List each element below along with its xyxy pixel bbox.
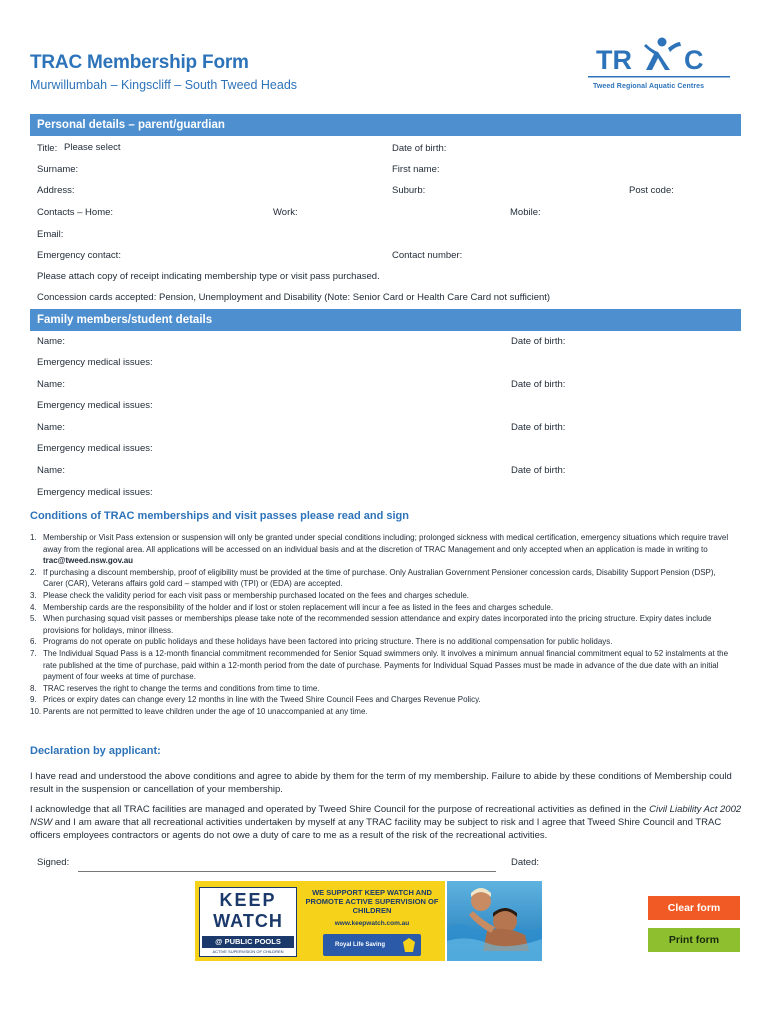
keep-watch-pools: @ PUBLIC POOLS (202, 936, 294, 948)
condition-number: 6. (30, 637, 37, 647)
trac-email-link[interactable]: trac@tweed.nsw.gov.au (43, 556, 134, 566)
firstname-label: First name: (392, 164, 440, 175)
contact-number-label: Contact number: (392, 250, 463, 261)
condition-text: When purchasing squad visit passes or memberships please take note of the recommended session attendance and expiry dates incorporated into the pricing structure. Expiry dates include provisions for holidays, minor illness. (43, 614, 712, 635)
condition-number: 3. (30, 590, 37, 600)
condition-number: 5. (30, 614, 37, 624)
keep-watch-message: WE SUPPORT KEEP WATCH AND PROMOTE ACTIVE SUPERVISION OF CHILDREN (305, 888, 439, 915)
condition-item (30, 683, 730, 695)
condition-text: If purchasing a discount membership, proof of eligibility must be provided at the time of purchase. Only Australian Government Pensioner concession cards, Disability Support Pension (DSP), Carer (CAR), Veterans affairs gold card – stamped with (TPI) or (EDA) are accepted. (43, 567, 716, 589)
condition-item (30, 532, 730, 567)
condition-text: Please check the validity period for each visit pass or membership purchased located on the fees and charges schedule. (43, 590, 470, 600)
dated-label: Dated: (511, 857, 539, 868)
condition-text: TRAC reserves the right to change the terms and conditions from time to time. (43, 683, 320, 693)
condition-item (30, 694, 730, 706)
royal-life-saving-icon (403, 938, 415, 952)
member2-dob-label: Date of birth: (511, 379, 566, 390)
surname-label: Surname: (37, 164, 79, 175)
form-title: TRAC Membership Form (30, 52, 249, 73)
suburb-label: Suburb: (392, 185, 426, 196)
keep-watch-logo (199, 887, 297, 957)
condition-text: The Individual Squad Pass is a 12-month financial commitment recommended for Senior Squad swimmers only. It involves a minimum annual financial commitment equal to 52 instalments at the rate published at the time of purchase, paid within a 12-month period from the date of purchase. Payments for Individual Squad Passes must be made in advance of the due date with an initial payment of four weeks at time of purchase. (43, 648, 729, 682)
condition-item (30, 567, 730, 590)
member2-medical-label: Emergency medical issues: (37, 400, 153, 411)
royal-life-saving-text: Royal Life Saving (335, 942, 386, 948)
condition-text: Prices or expiry dates can change every 12 months in line with the Tweed Shire Council Fees and Charges Revenue Policy. (43, 695, 481, 705)
condition-number: 7. (30, 648, 37, 658)
work-label: Work: (273, 207, 298, 218)
condition-text: Membership or Visit Pass extension or suspension will only be granted under special conditions including; prolonged sickness with medical certification, emergency situations which require travel away from the regional area. All applications will be accessed on an individual basis and at the discretion of TRAC Management and only accepted when an application is made in writing to (43, 533, 729, 554)
condition-number: 10. (30, 706, 42, 716)
logo-rule (588, 76, 730, 78)
keep-watch-keep: KEEP (219, 890, 277, 910)
dob-label: Date of birth: (392, 143, 447, 154)
condition-text: Parents are not permitted to leave children under the age of 10 unaccompanied at any time. (43, 706, 368, 716)
civil-liability-act: Civil Liability Act 2002 NSW (30, 804, 742, 828)
logo-letter-c: C (684, 45, 704, 75)
emergency-contact-label: Emergency contact: (37, 250, 121, 261)
condition-item (30, 602, 730, 614)
postcode-label: Post code: (629, 185, 674, 196)
member4-medical-label: Emergency medical issues: (37, 487, 153, 498)
member3-name-label: Name: (37, 422, 65, 433)
condition-number: 9. (30, 695, 37, 705)
personal-details-header: Personal details – parent/guardian (30, 114, 741, 136)
swimmer-icon (644, 38, 681, 71)
member1-dob-label: Date of birth: (511, 336, 566, 347)
declaration-text-a: I acknowledge that all TRAC facilities are managed and operated by Tweed Shire Council for the purpose of recreational activities as defined in the (30, 804, 650, 815)
signature-line[interactable] (78, 871, 496, 872)
member1-name-label: Name: (37, 336, 65, 347)
clear-form-button[interactable]: Clear form (648, 896, 740, 920)
condition-text: Programs do not operate on public holidays and these holidays have been factored into pricing structure. There is no additional compensation for public holidays. (43, 637, 613, 647)
receipt-note: Please attach copy of receipt indicating membership type or visit pass purchased. (37, 271, 380, 282)
title-label: Title: (37, 143, 58, 154)
contacts-home-label: Contacts – Home: (37, 207, 114, 218)
declaration-text-b: and I am aware that all recreational activities undertaken by myself at any TRAC facility may be subject to risk and I agree that Tweed Shire Council and TRAC officers employees contractors or agents do not owe a duty of care to me as a result of the risk of the recreational activities. (30, 817, 722, 841)
declaration-paragraph-1: I have read and understood the above conditions and agree to abide by them for the term of my membership. Failure to abide by these conditions of Membership could result in the suspension or cancellation of your membership. (30, 771, 732, 795)
address-label: Address: (37, 185, 75, 196)
condition-number: 4. (30, 602, 37, 612)
member4-dob-label: Date of birth: (511, 465, 566, 476)
form-subtitle: Murwillumbah – Kingscliff – South Tweed Heads (30, 78, 298, 92)
condition-number: 8. (30, 683, 37, 693)
declaration-title: Declaration by applicant: (30, 745, 161, 757)
member3-dob-label: Date of birth: (511, 422, 566, 433)
member3-medical-label: Emergency medical issues: (37, 443, 153, 454)
condition-number: 2. (30, 567, 37, 577)
condition-item (30, 648, 730, 683)
condition-item (30, 706, 730, 718)
title-select[interactable]: Please select (64, 142, 121, 153)
member1-medical-label: Emergency medical issues: (37, 357, 153, 368)
conditions-list (30, 532, 730, 718)
royal-life-saving-badge (323, 934, 421, 956)
email-label: Email: (37, 229, 64, 240)
keep-watch-watch: WATCH (213, 911, 283, 931)
condition-text: Membership cards are the responsibility of the holder and if lost or stolen replacement will incur a fee as listed in the fees and charges schedule. (43, 602, 554, 612)
logo-letters-tr: TR (596, 45, 632, 75)
family-details-header: Family members/student details (30, 309, 741, 331)
mobile-label: Mobile: (510, 207, 541, 218)
keep-watch-url: www.keepwatch.com.au (334, 920, 410, 927)
print-form-button[interactable]: Print form (648, 928, 740, 952)
signed-label: Signed: (37, 857, 70, 868)
swimmer-photo (447, 881, 542, 961)
condition-item (30, 613, 730, 636)
conditions-title: Conditions of TRAC memberships and visit passes please read and sign (30, 510, 409, 522)
concession-note: Concession cards accepted: Pension, Unemployment and Disability (Note: Senior Card or Health Care Card not sufficient) (37, 292, 551, 303)
member4-name-label: Name: (37, 465, 65, 476)
keep-watch-banner (195, 881, 445, 961)
member2-name-label: Name: (37, 379, 65, 390)
condition-item (30, 590, 730, 602)
condition-number: 1. (30, 533, 37, 542)
condition-item (30, 636, 730, 648)
declaration-paragraph-2 (30, 803, 742, 842)
logo-tagline: Tweed Regional Aquatic Centres (593, 83, 705, 90)
keep-watch-small-print: ACTIVE SUPERVISION OF CHILDREN (212, 949, 284, 954)
